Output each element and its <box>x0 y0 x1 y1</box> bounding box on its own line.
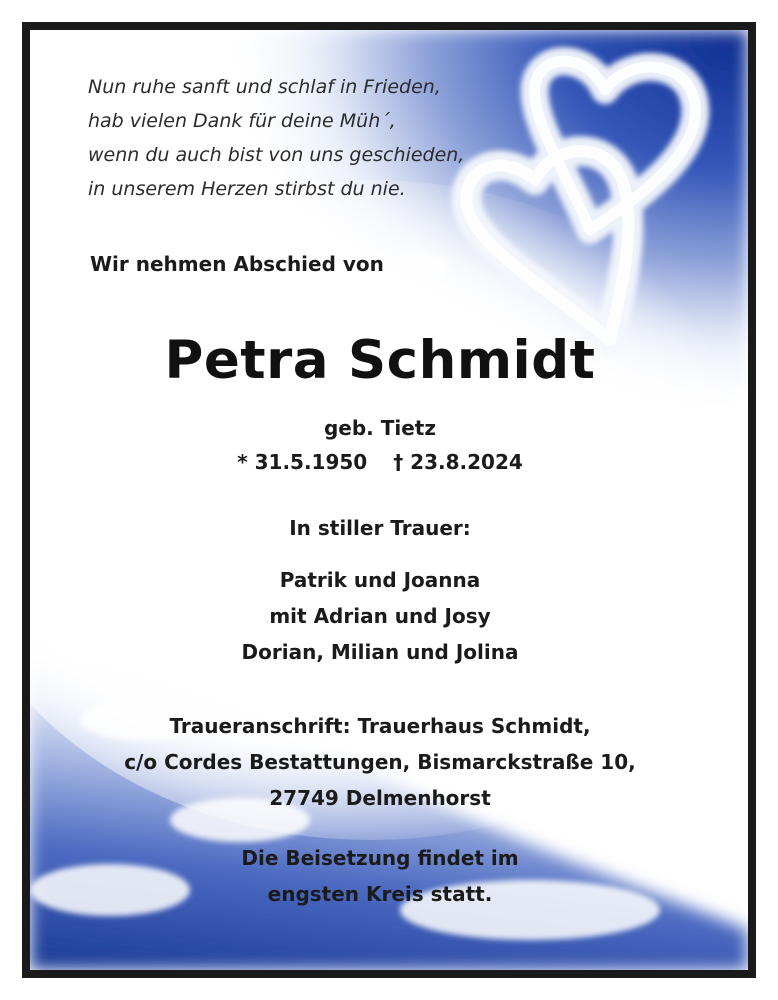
address-line: Traueranschrift: Trauerhaus Schmidt, <box>169 714 591 738</box>
mourner-line: Dorian, Milian und Jolina <box>241 640 519 664</box>
address-line: c/o Cordes Bestattungen, Bismarckstraße 10, <box>124 750 636 774</box>
poem-line: Nun ruhe sanft und schlaf in Frieden, <box>88 76 441 98</box>
mourner-line: mit Adrian und Josy <box>269 604 491 628</box>
farewell-intro: Wir nehmen Abschied von <box>90 252 384 276</box>
birth-name: geb. Tietz <box>323 416 437 440</box>
obituary-frame <box>22 22 756 978</box>
burial-note-line: engsten Kreis statt. <box>267 882 493 906</box>
poem-line: wenn du auch bist von uns geschieden, <box>88 144 465 166</box>
poem-line: hab vielen Dank für deine Müh´, <box>88 110 396 132</box>
life-dates <box>30 444 730 480</box>
poem <box>88 70 464 206</box>
deceased-name: Petra Schmidt <box>164 330 596 391</box>
address-line: 27749 Delmenhorst <box>269 786 491 810</box>
mourner-line: Patrik und Joanna <box>279 568 481 592</box>
poem-line: in unserem Herzen stirbst du nie. <box>88 178 406 200</box>
birth-date: * 31.5.1950 <box>237 450 368 474</box>
burial-note-line: Die Beisetzung findet im <box>241 846 519 870</box>
death-date: † 23.8.2024 <box>393 450 523 474</box>
mourners-heading: In stiller Trauer: <box>289 516 471 540</box>
